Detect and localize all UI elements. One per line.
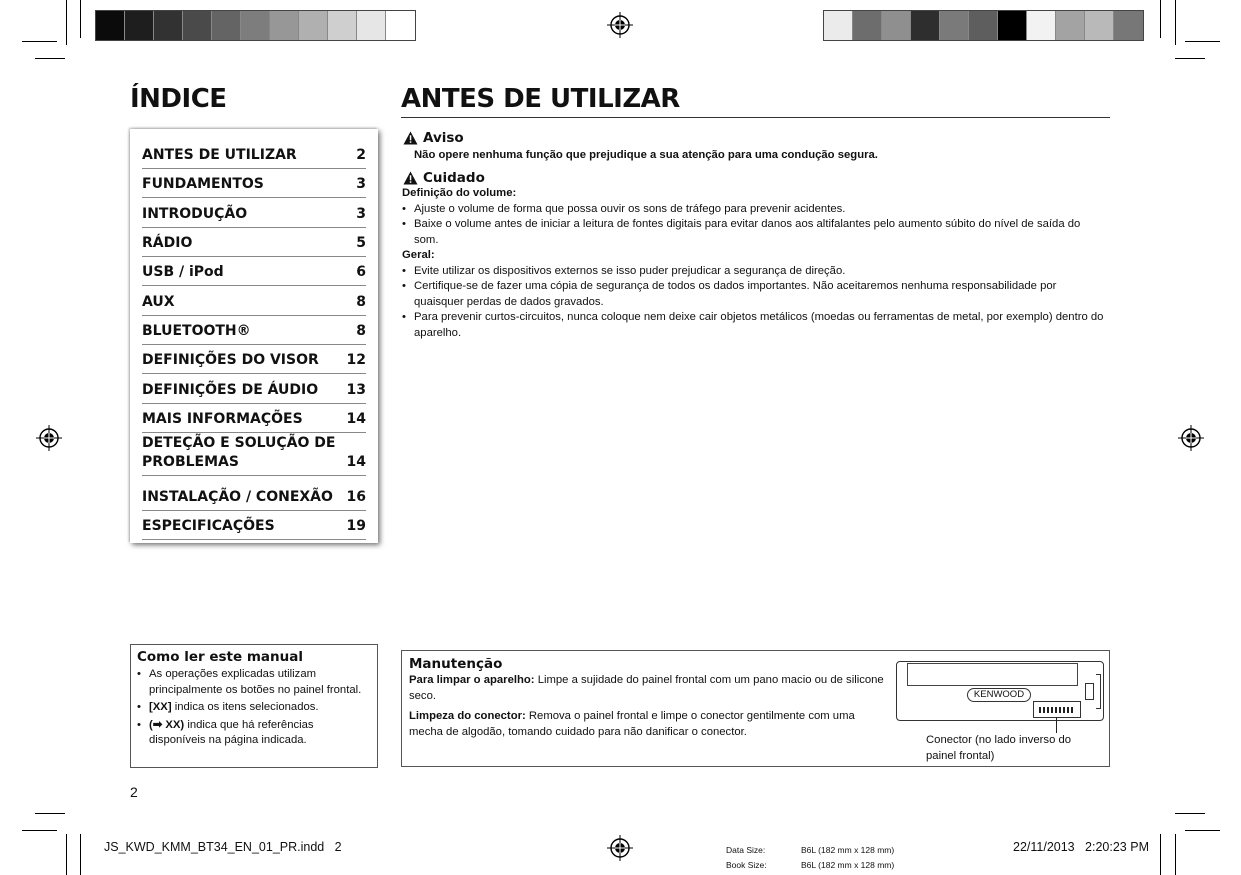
maintenance-title: Manutenção <box>409 656 503 672</box>
warning-text: Não opere nenhuma função que prejudique a sua atenção para uma condução segura. <box>414 149 878 161</box>
color-swatch <box>125 11 154 40</box>
registration-mark-icon <box>607 835 633 861</box>
book-size-value: B6L (182 mm x 128 mm) <box>801 860 895 870</box>
connector-port <box>1033 701 1081 718</box>
toc-entry-label: DETEÇÃO E SOLUÇÃO DE PROBLEMAS <box>142 435 336 470</box>
toc-entry-page: 2 <box>356 147 366 163</box>
crop-mark <box>80 0 81 38</box>
toc-entry-page: 19 <box>346 518 366 534</box>
color-swatch <box>183 11 212 40</box>
crop-mark <box>1175 834 1176 875</box>
toc-entry-page: 3 <box>356 176 366 192</box>
registration-mark-icon <box>36 425 62 451</box>
data-size-label: Data Size: <box>726 845 766 855</box>
toc-entry[interactable] <box>142 143 366 169</box>
volume-subheading: Definição do volume: <box>402 187 517 199</box>
warning-triangle-icon <box>403 171 418 185</box>
connector-caption: Conector (no lado inverso do painel frontal) <box>926 734 1072 762</box>
book-size-label: Book Size: <box>726 860 767 870</box>
page-title: ANTES DE UTILIZAR <box>401 84 680 114</box>
warning-heading-label: Aviso <box>423 130 464 146</box>
title-rule <box>401 117 1110 118</box>
crop-mark <box>22 41 57 42</box>
list-item: • As operações explicadas utilizam principalmente os botões no painel frontal. <box>137 668 362 696</box>
faceplate-illustration <box>896 661 1104 721</box>
footer-filename: JS_KWD_KMM_BT34_EN_01_PR.indd 2 <box>104 840 342 854</box>
toc-entry-label: ANTES DE UTILIZAR <box>142 147 297 163</box>
toc-entry[interactable] <box>142 378 366 404</box>
toc-entry-label: MAIS INFORMAÇÕES <box>142 411 303 427</box>
crop-mark <box>1160 0 1161 38</box>
crop-mark <box>80 834 81 875</box>
connector-leader-line <box>1056 717 1057 733</box>
crop-mark <box>1160 834 1161 875</box>
color-calibration-bar-right <box>823 10 1144 41</box>
toc-entry[interactable] <box>142 407 366 433</box>
toc-entry-label: INTRODUÇÃO <box>142 206 248 222</box>
maintenance-clean-unit: Para limpar o aparelho: Limpe a sujidade do painel frontal com um pano macio ou de silicone seco. <box>409 674 884 702</box>
display-window <box>907 663 1078 686</box>
table-of-contents <box>130 129 378 543</box>
color-swatch <box>154 11 183 40</box>
toc-entry-label: RÁDIO <box>142 235 193 251</box>
color-swatch <box>96 11 125 40</box>
toc-entry[interactable] <box>142 260 366 286</box>
toc-entry-label: BLUETOOTH® <box>142 323 251 339</box>
list-item: • Ajuste o volume de forma que possa ouvir os sons de tráfego para prevenir acidentes. <box>402 202 846 215</box>
how-to-read-list <box>137 667 369 749</box>
toc-entry[interactable] <box>142 348 366 374</box>
color-swatch <box>1056 11 1085 40</box>
crop-mark <box>1175 813 1205 814</box>
crop-mark <box>22 830 57 831</box>
toc-entry-label: DEFINIÇÕES DE ÁUDIO <box>142 382 319 398</box>
toc-entry[interactable] <box>142 202 366 228</box>
toc-entry-page: 8 <box>356 323 366 339</box>
color-swatch <box>212 11 241 40</box>
color-swatch <box>1027 11 1056 40</box>
crop-mark <box>1185 41 1220 42</box>
toc-entry-page: 3 <box>356 206 366 222</box>
toc-entry[interactable] <box>142 231 366 257</box>
toc-entry-label: INSTALAÇÃO / CONEXÃO <box>142 489 333 505</box>
toc-entry-label: AUX <box>142 294 175 310</box>
color-swatch <box>1114 11 1143 40</box>
general-subheading: Geral: <box>402 249 435 261</box>
color-swatch <box>357 11 386 40</box>
list-item: • Evite utilizar os dispositivos externos se isso puder prejudicar a segurança de direção. <box>402 264 846 277</box>
color-swatch <box>940 11 969 40</box>
toc-entry-label: DEFINIÇÕES DO VISOR <box>142 352 319 368</box>
toc-entry[interactable] <box>142 432 366 476</box>
list-item: • (➡ XX) indica que há referências disponíveis na página indicada. <box>137 718 314 746</box>
maintenance-clean-connector: Limpeza do conector: Remova o painel frontal e limpe o conector gentilmente com uma mecha de algodão, tomando cuidado para não danificar o conector. <box>409 710 855 738</box>
toc-entry[interactable] <box>142 290 366 316</box>
index-title: ÍNDICE <box>130 84 227 114</box>
toc-entry-page: 14 <box>346 454 366 470</box>
caution-heading <box>403 170 485 186</box>
crop-mark <box>66 0 67 45</box>
how-to-read-box <box>130 644 378 768</box>
brand-badge: KENWOOD <box>967 688 1031 702</box>
color-swatch <box>328 11 357 40</box>
crop-mark <box>1175 58 1205 59</box>
toc-entry-page: 16 <box>346 489 366 505</box>
toc-entry-page: 13 <box>346 382 366 398</box>
page-number: 2 <box>130 784 138 800</box>
caution-body <box>402 186 1107 341</box>
caution-heading-label: Cuidado <box>423 170 485 186</box>
crop-mark <box>35 813 65 814</box>
color-swatch <box>911 11 940 40</box>
release-button <box>1085 683 1094 700</box>
warning-triangle-icon <box>403 131 418 145</box>
footer-timestamp: 22/11/2013 2:20:23 PM <box>1013 840 1149 854</box>
side-tab <box>1096 674 1101 709</box>
color-swatch <box>824 11 853 40</box>
crop-mark <box>35 58 65 59</box>
color-swatch <box>270 11 299 40</box>
color-swatch <box>998 11 1027 40</box>
crop-mark <box>66 834 67 875</box>
toc-entry[interactable] <box>142 485 366 511</box>
toc-entry-page: 8 <box>356 294 366 310</box>
list-item: • Para prevenir curtos-circuitos, nunca coloque nem deixe cair objetos metálicos (moedas ou ferramentas de metal, por exemplo) dentro do aparelho. <box>402 311 1104 339</box>
color-swatch <box>386 11 415 40</box>
data-size-value: B6L (182 mm x 128 mm) <box>801 845 895 855</box>
color-swatch <box>882 11 911 40</box>
toc-entry-page: 6 <box>356 264 366 280</box>
toc-entry-page: 14 <box>346 411 366 427</box>
color-swatch <box>241 11 270 40</box>
toc-entry-label: FUNDAMENTOS <box>142 176 264 192</box>
list-item: • [XX] indica os itens selecionados. <box>137 701 319 713</box>
toc-entry-label: USB / iPod <box>142 264 224 280</box>
crop-mark <box>1175 0 1176 45</box>
registration-mark-icon <box>1178 425 1204 451</box>
toc-entry-page: 12 <box>346 352 366 368</box>
list-item: • Baixe o volume antes de iniciar a leitura de fontes digitais para evitar danos aos altifalantes pelo aumento súbito do nível de saída do som. <box>402 218 1081 246</box>
toc-entry[interactable] <box>142 172 366 198</box>
color-swatch <box>969 11 998 40</box>
toc-entry-label: ESPECIFICAÇÕES <box>142 518 275 534</box>
warning-heading <box>403 130 464 146</box>
color-swatch <box>1085 11 1114 40</box>
toc-entry-page: 5 <box>356 235 366 251</box>
list-item: • Certifique-se de fazer uma cópia de segurança de todos os dados importantes. Não aceitaremos nenhuma responsabilidade por quaisquer perdas de dados gravados. <box>402 280 1057 308</box>
toc-entry[interactable] <box>142 319 366 345</box>
color-calibration-bar-left <box>95 10 416 41</box>
maintenance-box <box>401 650 1110 767</box>
crop-mark <box>1185 830 1220 831</box>
color-swatch <box>299 11 328 40</box>
toc-entry[interactable] <box>142 514 366 540</box>
color-swatch <box>853 11 882 40</box>
registration-mark-icon <box>607 12 633 38</box>
how-to-read-title: Como ler este manual <box>137 649 304 665</box>
